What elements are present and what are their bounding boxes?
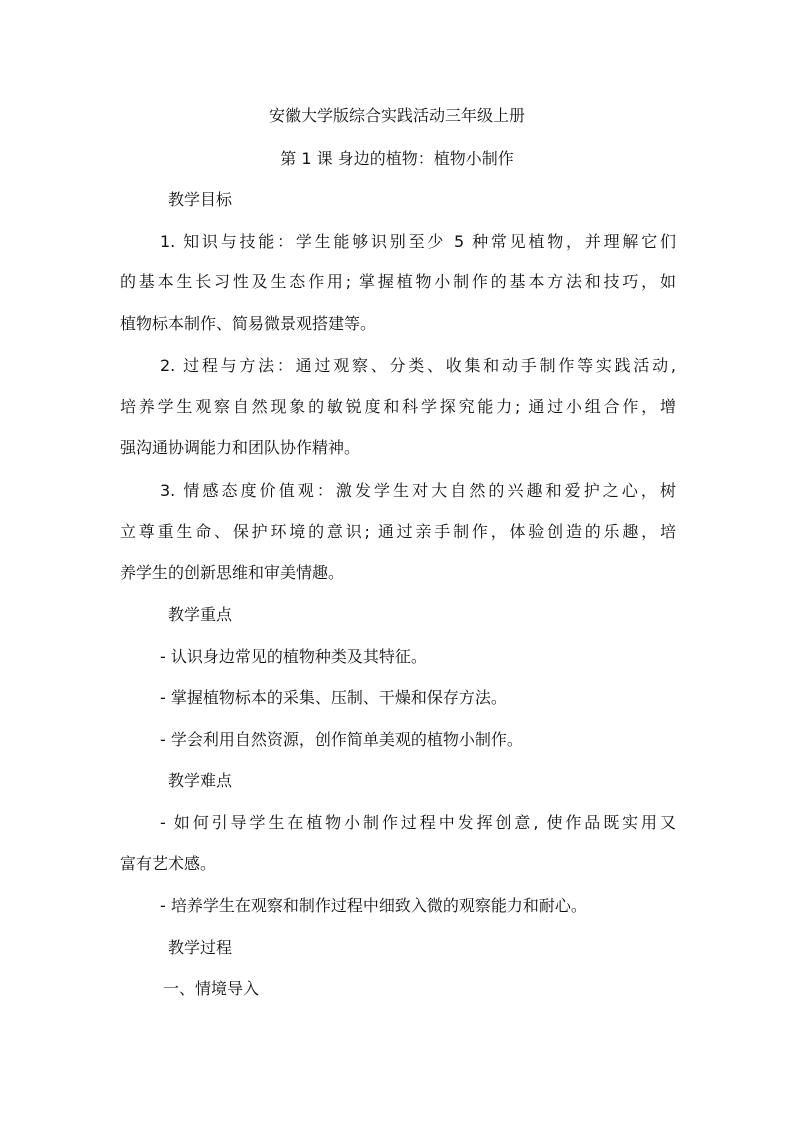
goal2-line1: 2. 过程与方法：通过观察、分类、收集和动手制作等实践活动, [160, 356, 676, 375]
key-item-2: - 掌握植物标本的采集、压制、干燥和保存方法。 [160, 688, 507, 707]
key-item-1: - 认识身边常见的植物种类及其特征。 [160, 647, 427, 666]
difficulty-heading: 教学难点 [168, 771, 233, 790]
lesson-title: 第 1 课 身边的植物：植物小制作 [280, 149, 514, 168]
goal2-line3: 强沟通协调能力和团队协作精神。 [120, 438, 361, 457]
goal3-line3: 养学生的创新思维和审美情趣。 [120, 563, 345, 582]
section-heading-1: 一、情境导入 [163, 979, 260, 998]
difficulty-item-1-line2: 富有艺术感。 [120, 854, 217, 873]
goal2-line2: 培养学生观察自然现象的敏锐度和科学探究能力; 通过小组合作，增 [120, 397, 676, 416]
goal1-line2: 的基本生长习性及生态作用; 掌握植物小制作的基本方法和技巧，如 [120, 272, 676, 291]
document-title: 安徽大学版综合实践活动三年级上册 [268, 106, 525, 125]
goals-heading: 教学目标 [168, 190, 233, 209]
goal3-line2: 立尊重生命、保护环境的意识; 通过亲手制作，体验创造的乐趣，培 [120, 522, 676, 541]
key-heading: 教学重点 [168, 605, 233, 624]
goal1-line1: 1. 知识与技能：学生能够识别至少 5 种常见植物，并理解它们 [160, 232, 676, 251]
goal1-line3: 植物标本制作、简易微景观搭建等。 [120, 314, 377, 333]
key-item-3: - 学会利用自然资源，创作简单美观的植物小制作。 [160, 730, 523, 749]
difficulty-item-2: - 培养学生在观察和制作过程中细致入微的观察能力和耐心。 [160, 896, 587, 915]
process-heading: 教学过程 [168, 938, 233, 957]
difficulty-item-1-line1: - 如何引导学生在植物小制作过程中发挥创意, 使作品既实用又 [160, 813, 676, 832]
goal3-line1: 3. 情感态度价值观：激发学生对大自然的兴趣和爱护之心，树 [160, 481, 676, 500]
